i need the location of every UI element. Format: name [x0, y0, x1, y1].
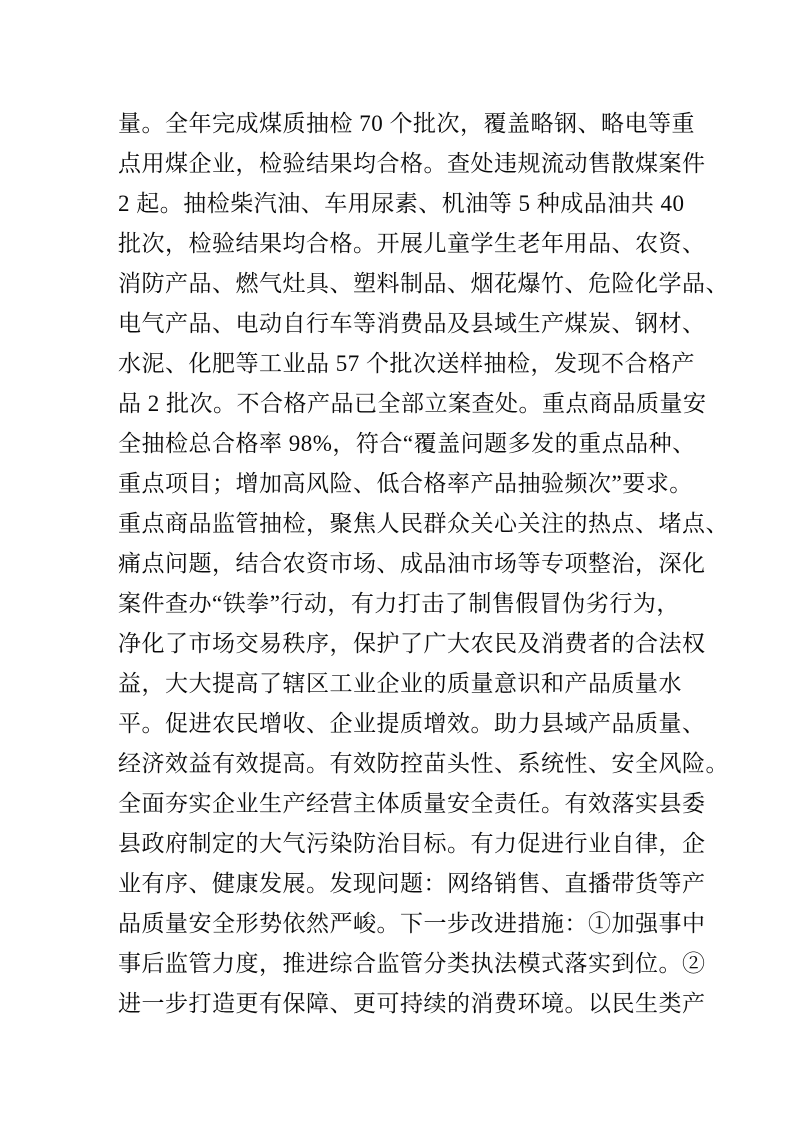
text-line: 痛点问题，结合农资市场、成品油市场等专项整治，深化 [118, 551, 706, 576]
text-line: 品质量安全形势依然严峻。下一步改进措施：①加强事中 [118, 911, 706, 936]
text-line: 案件查办“铁拳”行动，有力打击了制售假冒伪劣行为， [118, 591, 680, 616]
text-line: 净化了市场交易秩序，保护了广大农民及消费者的合法权 [118, 631, 706, 656]
text-line: 2 起。抽检柴汽油、车用尿素、机油等 5 种成品油共 40 [118, 191, 685, 216]
text-line: 县政府制定的大气污染防治目标。有力促进行业自律，企 [118, 831, 706, 856]
text-line: 电气产品、电动自行车等消费品及县域生产煤炭、钢材、 [118, 311, 706, 336]
text-line: 量。全年完成煤质抽检 70 个批次，覆盖略钢、略电等重 [118, 111, 695, 136]
text-line: 进一步打造更有保障、更可持续的消费环境。以民生类产 [118, 991, 706, 1016]
text-line: 水泥、化肥等工业品 57 个批次送样抽检，发现不合格产 [118, 351, 695, 376]
text-line: 事后监管力度，推进综合监管分类执法模式落实到位。② [118, 951, 706, 976]
text-line: 平。促进农民增收、企业提质增效。助力县域产品质量、 [118, 711, 706, 736]
text-block [118, 104, 729, 1024]
text-line: 品 2 批次。不合格产品已全部立案查处。重点商品质量安 [118, 391, 707, 416]
text-line: 全面夯实企业生产经营主体质量安全责任。有效落实县委 [118, 791, 706, 816]
text-line: 点用煤企业，检验结果均合格。查处违规流动售散煤案件 [118, 151, 706, 176]
text-line: 消防产品、燃气灶具、塑料制品、烟花爆竹、危险化学品、 [118, 271, 729, 296]
text-line: 批次，检验结果均合格。开展儿童学生老年用品、农资、 [118, 231, 706, 256]
text-line: 重点项目；增加高风险、低合格率产品抽验频次”要求。 [118, 471, 693, 496]
text-line: 全抽检总合格率 98%，符合“覆盖问题多发的重点品种、 [118, 431, 696, 456]
text-line: 重点商品监管抽检，聚焦人民群众关心关注的热点、堵点、 [118, 511, 729, 536]
text-line: 经济效益有效提高。有效防控苗头性、系统性、安全风险。 [118, 751, 729, 776]
text-line: 业有序、健康发展。发现问题：网络销售、直播带货等产 [118, 871, 706, 896]
text-line: 益，大大提高了辖区工业企业的质量意识和产品质量水 [118, 671, 682, 696]
